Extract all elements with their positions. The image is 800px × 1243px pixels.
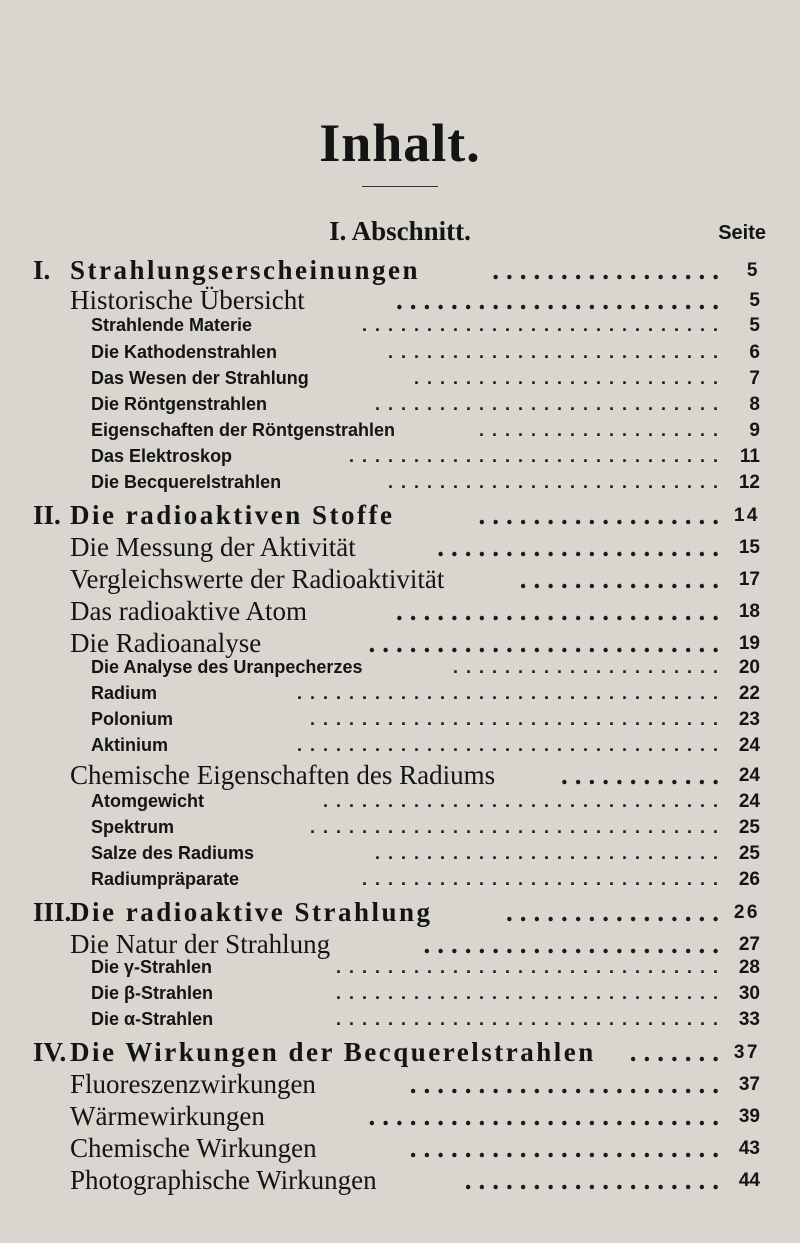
- entry-title: Die Röntgenstrahlen: [91, 394, 268, 414]
- page-number: 27: [738, 934, 760, 955]
- dot-leader: .................................: [296, 683, 726, 703]
- toc-entry: [0, 1069, 800, 1103]
- page-number: 43: [738, 1138, 760, 1159]
- toc-entry: [0, 532, 800, 566]
- chapter-number: II.: [33, 500, 61, 530]
- page-number: 7: [749, 368, 760, 389]
- page-number: 20: [738, 657, 760, 678]
- toc-entry: [0, 683, 800, 707]
- toc-entry: [0, 791, 800, 815]
- dot-leader: ..........................: [368, 628, 726, 658]
- page-number: 26: [733, 902, 760, 923]
- page-number: 6: [749, 342, 760, 363]
- toc-entry: [0, 1009, 800, 1033]
- dot-leader: ........................: [396, 596, 726, 626]
- page-title: Inhalt.: [319, 113, 481, 173]
- page-number: 22: [738, 683, 760, 704]
- toc-entry: [0, 817, 800, 841]
- dot-leader: ...........................: [374, 843, 726, 863]
- dot-leader: ............................: [361, 315, 726, 335]
- toc-entry: [0, 285, 800, 319]
- entry-title: Die Becquerelstrahlen: [91, 472, 282, 492]
- dot-leader: .................: [492, 255, 726, 285]
- entry-title: Chemische Eigenschaften des Radiums: [70, 760, 496, 790]
- entry-title: Polonium: [91, 709, 173, 729]
- dot-leader: .............................: [348, 446, 726, 466]
- entry-title: Die Analyse des Uranpecherzes: [91, 657, 363, 677]
- dot-leader: ...........................: [374, 394, 726, 414]
- page-number: 39: [738, 1106, 760, 1127]
- entry-title: Radium: [91, 683, 158, 703]
- page-number: 37: [733, 1042, 760, 1063]
- page-number: 26: [738, 869, 760, 890]
- toc-entry: [0, 1101, 800, 1135]
- dot-leader: .....................: [452, 657, 726, 677]
- dot-leader: ................................: [309, 709, 726, 729]
- page-column-label: Seite: [718, 222, 766, 244]
- toc-entry: [0, 657, 800, 681]
- dot-leader: ..............................: [335, 957, 726, 977]
- dot-leader: ................................: [309, 817, 726, 837]
- dot-leader: ............: [561, 760, 726, 790]
- page-number: 28: [738, 957, 760, 978]
- entry-title: Die α-Strahlen: [91, 1009, 214, 1029]
- dot-leader: ..........................: [387, 342, 726, 362]
- toc-entry: [0, 983, 800, 1007]
- toc-entry: [0, 709, 800, 733]
- page-number: 14: [733, 505, 760, 526]
- toc-entry: [0, 596, 800, 630]
- entry-title: Photographische Wirkungen: [70, 1165, 377, 1195]
- toc-entry: [0, 1133, 800, 1167]
- entry-title: Die Kathodenstrahlen: [91, 342, 278, 362]
- toc-entry: [0, 315, 800, 339]
- toc-entry: [0, 420, 800, 444]
- entry-title: Das Wesen der Strahlung: [91, 368, 309, 388]
- page-number: 15: [738, 537, 760, 558]
- toc-entry: [0, 957, 800, 981]
- toc-entry: [0, 500, 800, 534]
- page-number: 11: [739, 446, 760, 467]
- toc-entry: [0, 446, 800, 470]
- dot-leader: ......................: [423, 929, 726, 959]
- entry-title: Spektrum: [91, 817, 175, 837]
- dot-leader: .....................: [437, 532, 726, 562]
- page-number: 33: [738, 1009, 760, 1030]
- entry-title: Salze des Radiums: [91, 843, 255, 863]
- dot-leader: ..........................: [368, 1101, 726, 1131]
- entry-title: Strahlende Materie: [91, 315, 253, 335]
- entry-title: Das Elektroskop: [91, 446, 233, 466]
- page-number: 9: [749, 420, 760, 441]
- dot-leader: .......................: [409, 1133, 726, 1163]
- dot-leader: ........................: [413, 368, 726, 388]
- toc-entry: [0, 564, 800, 598]
- toc-entry: [0, 368, 800, 392]
- entry-title: Chemische Wirkungen: [70, 1133, 317, 1163]
- toc-entry: [0, 394, 800, 418]
- entry-title: Radiumpräparate: [91, 869, 240, 889]
- page-number: 24: [738, 735, 760, 756]
- toc-entry: [0, 760, 800, 794]
- entry-title: Aktinium: [91, 735, 169, 755]
- page-number: 5: [749, 315, 760, 336]
- page-number: 37: [738, 1074, 760, 1095]
- toc-entry: [0, 472, 800, 496]
- entry-title: Strahlungserscheinungen: [70, 255, 421, 285]
- entry-title: Die radioaktiven Stoffe: [70, 500, 395, 530]
- page-number: 24: [738, 765, 760, 786]
- page-number: 12: [738, 472, 760, 493]
- entry-title: Die Messung der Aktivität: [70, 532, 356, 562]
- toc-entry: [0, 255, 800, 289]
- entry-title: Historische Übersicht: [70, 285, 305, 315]
- dot-leader: ..............................: [335, 1009, 726, 1029]
- section-heading: I. Abschnitt.: [329, 216, 471, 246]
- entry-title: Die Natur der Strahlung: [70, 929, 331, 959]
- entry-title: Wärmewirkungen: [70, 1101, 265, 1131]
- dot-leader: ................: [506, 897, 726, 927]
- entry-title: Die Wirkungen der Becquerelstrahlen: [70, 1037, 596, 1067]
- page-number: 24: [738, 791, 760, 812]
- page-number: 23: [738, 709, 760, 730]
- page-number: 5: [749, 290, 760, 311]
- entry-title: Fluoreszenzwirkungen: [70, 1069, 316, 1099]
- dot-leader: .................................: [296, 735, 726, 755]
- dot-leader: ..............................: [335, 983, 726, 1003]
- page-number: 25: [738, 843, 760, 864]
- dot-leader: ...............................: [322, 791, 726, 811]
- chapter-number: IV.: [33, 1037, 67, 1067]
- entry-title: Die Radioanalyse: [70, 628, 262, 658]
- page-number: 44: [738, 1170, 760, 1191]
- toc-entry: [0, 843, 800, 867]
- chapter-number: I.: [33, 255, 51, 285]
- page-number: 19: [738, 633, 760, 654]
- toc-entry: [0, 897, 800, 931]
- dot-leader: ..................: [478, 500, 726, 530]
- entry-title: Die β-Strahlen: [91, 983, 214, 1003]
- toc-entry: [0, 869, 800, 893]
- entry-title: Das radioaktive Atom: [70, 596, 307, 626]
- dot-leader: ............................: [361, 869, 726, 889]
- entry-title: Atomgewicht: [91, 791, 205, 811]
- page-number: 8: [749, 394, 760, 415]
- toc-entry: [0, 1037, 800, 1071]
- entry-title: Vergleichswerte der Radioaktivität: [70, 564, 445, 594]
- toc-entry: [0, 342, 800, 366]
- entry-title: Eigenschaften der Röntgenstrahlen: [91, 420, 396, 440]
- dot-leader: ...................: [464, 1165, 726, 1195]
- toc-entry: [0, 735, 800, 759]
- page-number: 18: [738, 601, 760, 622]
- page-number: 30: [738, 983, 760, 1004]
- dot-leader: .......: [629, 1037, 726, 1067]
- entry-title: Die radioaktive Strahlung: [70, 897, 433, 927]
- toc-entry: [0, 1165, 800, 1199]
- chapter-number: III.: [33, 897, 72, 927]
- dot-leader: ...............: [519, 564, 726, 594]
- page-number: 17: [738, 569, 760, 590]
- page-number: 5: [746, 260, 760, 281]
- dot-leader: ...................: [478, 420, 726, 440]
- entry-title: Die γ-Strahlen: [91, 957, 213, 977]
- page-number: 25: [738, 817, 760, 838]
- dot-leader: .......................: [409, 1069, 726, 1099]
- dot-leader: ........................: [396, 285, 726, 315]
- dot-leader: ..........................: [387, 472, 726, 492]
